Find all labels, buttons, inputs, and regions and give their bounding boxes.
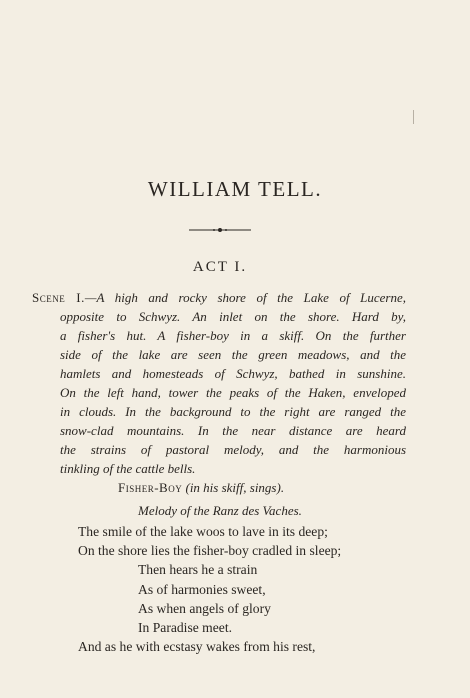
verse-line: In Paradise meet. — [138, 620, 232, 636]
speaker-name: Fisher-Boy — [118, 480, 183, 495]
scene-text: side of the lake are seen the green meadows, and the — [60, 347, 406, 362]
verse-line: The smile of the lake woos to lave in its deep; — [78, 524, 328, 539]
scene-line — [32, 459, 406, 478]
scene-text: snow-clad mountains. In the near distance are heard — [60, 423, 406, 438]
margin-mark — [413, 110, 414, 124]
scene-text: On the left hand, tower the peaks of the Haken, enveloped — [60, 385, 406, 400]
scene-text: the strains of pastoral melody, and the harmonious — [60, 442, 406, 457]
scene-line — [32, 307, 406, 326]
scene-line — [32, 402, 406, 421]
verse-line: As when angels of glory — [138, 600, 271, 616]
scene-line — [32, 326, 406, 345]
scene-text: a fisher's hut. A fisher-boy in a skiff. On the further — [60, 328, 406, 343]
scene-description — [32, 288, 406, 478]
scene-line — [32, 364, 406, 383]
stage-direction: (in his skiff, sings). — [185, 480, 285, 495]
scene-text: opposite to Schwyz. An inlet on the shore. Hard by, — [60, 309, 406, 324]
verse-line: Then hears he a strain — [138, 562, 258, 578]
verse-line: On the shore lies the fisher-boy cradled in sleep; — [78, 543, 342, 559]
melody-caption: Melody of the Ranz des Vaches. — [138, 503, 302, 518]
song-verse — [78, 522, 341, 656]
scene-line — [32, 440, 406, 459]
scene-text: tinkling of the cattle bells. — [60, 461, 196, 476]
scene-line — [32, 345, 406, 364]
scene-text: hamlets and homesteads of Schwyz, bathed in sunshine. — [60, 366, 406, 381]
verse-line: As of harmonies sweet, — [138, 581, 266, 597]
scene-line — [32, 288, 406, 307]
scene-line — [32, 421, 406, 440]
ornament-divider — [189, 227, 251, 233]
play-title: WILLIAM TELL. — [147, 177, 323, 201]
scene-text: in clouds. In the background to the right are ranged the — [60, 404, 406, 419]
verse-line: And as he with ecstasy wakes from his rest, — [78, 639, 316, 655]
scene-line — [32, 383, 406, 402]
scene-text: —A high and rocky shore of the Lake of Lucerne, — [84, 290, 406, 305]
act-heading: ACT I. — [192, 259, 248, 275]
scene-label: Scene I. — [32, 290, 85, 305]
speaker-heading — [118, 479, 284, 497]
